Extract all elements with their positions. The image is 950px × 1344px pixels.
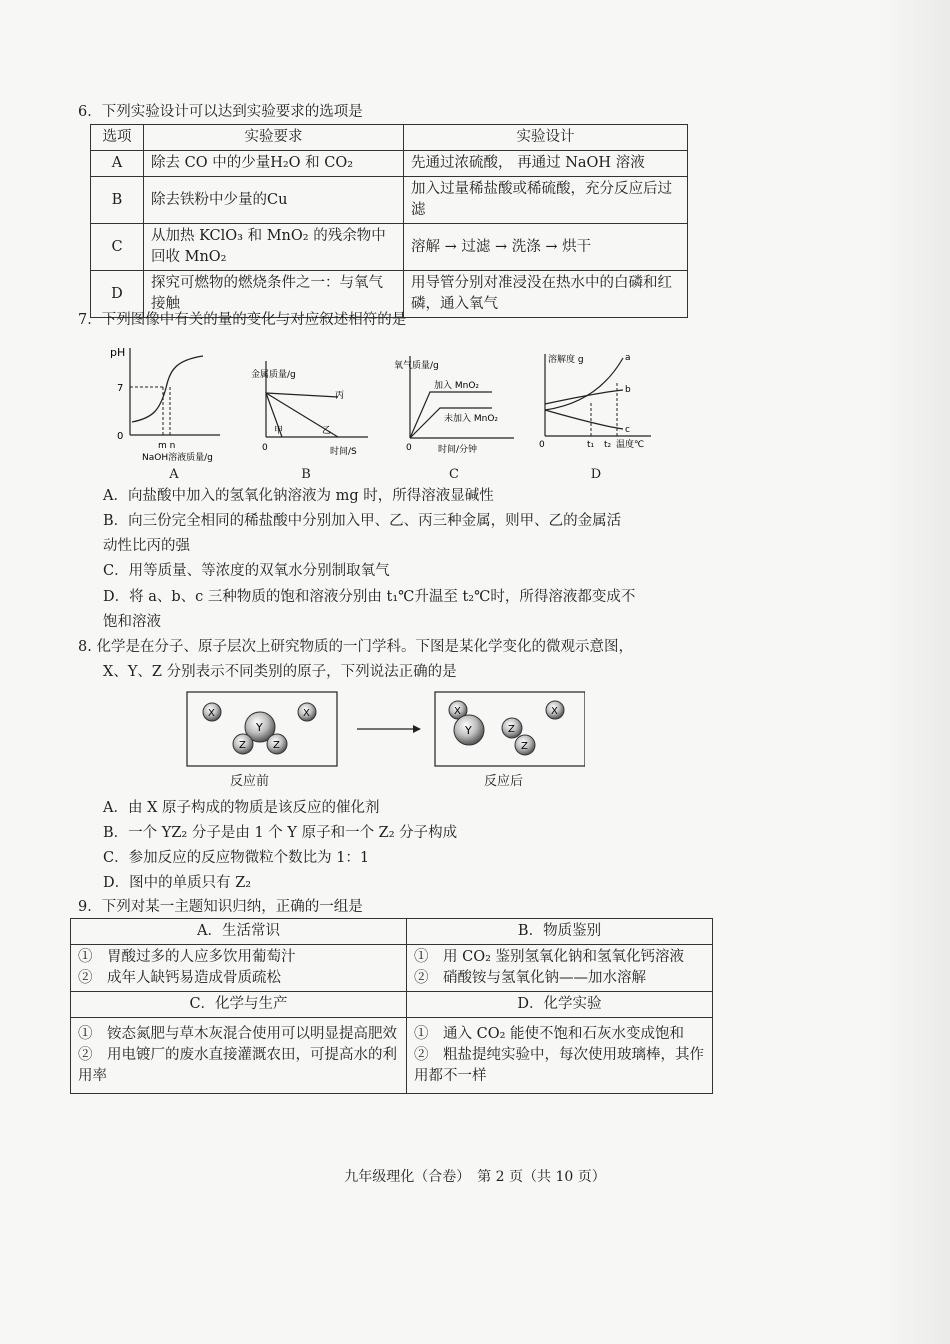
q9-d-item: ② 粗盐提纯实验中，每次使用玻璃棒，其作用都不一样 [414, 1047, 704, 1084]
atom-z-label: Z [239, 740, 246, 751]
q7-option-a: A．向盐酸中加入的氢氧化钠溶液为 mg 时，所得溶液显碱性 [103, 488, 494, 504]
q6-req: 除去铁粉中少量的Cu [144, 177, 404, 224]
graph-a-ylabel: pH [110, 346, 126, 359]
graph-a-tick7: 7 [117, 383, 124, 394]
q8-option-a: A．由 X 原子构成的物质是该反应的催化剂 [103, 800, 380, 816]
graph-c-series-without-label: 未加入 MnO₂ [444, 414, 499, 424]
q7-option-b-cont: 动性比丙的强 [103, 538, 190, 554]
graph-b-series-bing [266, 393, 338, 397]
q8-diagram [185, 690, 585, 770]
q6-req: 从加热 KClO₃ 和 MnO₂ 的残余物中回收 MnO₂ [144, 224, 404, 271]
table-row [91, 177, 688, 224]
q9-stem: 9．下列对某一主题知识归纳，正确的一组是 [78, 899, 363, 915]
graph-c-series-with-label: 加入 MnO₂ [434, 381, 480, 391]
atom-y-label: Y [256, 721, 263, 734]
atom-x-label: X [551, 706, 558, 717]
graph-d [533, 348, 663, 458]
graph-b-label-yi: 乙 [322, 426, 332, 436]
q6-option: C [91, 224, 144, 271]
q6-design: 溶解 → 过滤 → 洗涤 → 烘干 [404, 224, 688, 271]
q9-c-item: ② 用电镀厂的废水直接灌溉农田，可提高水的利用率 [78, 1047, 397, 1084]
q6-header-req: 实验要求 [144, 125, 404, 151]
graph-a-curve [132, 356, 203, 422]
q6-design: 用导管分别对准浸没在热水中的白磷和红磷，通入氧气 [404, 271, 688, 318]
graph-c-ylabel: 氧气质量/g [394, 361, 439, 371]
q6-stem: 6．下列实验设计可以达到实验要求的选项是 [78, 104, 363, 120]
graph-b-ylabel: 金属质量/g [251, 370, 296, 380]
q7-option-d: D．将 a、b、c 三种物质的饱和溶液分别由 t₁℃升温至 t₂℃时，所得溶液都变成不 [103, 589, 636, 605]
atom-x-label: X [303, 708, 310, 719]
graph-d-label-a: a [625, 353, 631, 363]
q6-header-design: 实验设计 [404, 125, 688, 151]
table-row [71, 919, 713, 945]
q9-a-title: A．生活常识 [71, 919, 407, 945]
graph-c [392, 350, 522, 460]
graph-d-xlabel: 温度℃ [616, 440, 645, 450]
graph-d-origin: 0 [539, 440, 545, 450]
q9-a-item: ① 胃酸过多的人应多饮用葡萄汁 [78, 949, 296, 965]
graph-b-xlabel: 时间/S [330, 447, 357, 457]
q6-design: 先通过浓硫酸， 再通过 NaOH 溶液 [404, 151, 688, 177]
graph-c-label: C [449, 467, 459, 482]
q9-d-cell [407, 1018, 713, 1094]
q9-d-item: ① 通入 CO₂ 能使不饱和石灰水变成饱和 [414, 1026, 685, 1042]
graph-a-xticks: m n [158, 441, 176, 451]
before-label: 反应前 [230, 774, 270, 789]
atom-x-label: X [454, 706, 461, 717]
q6-design: 加入过量稀盐酸或稀硫酸，充分反应后过滤 [404, 177, 688, 224]
q6-req: 除去 CO 中的少量H₂O 和 CO₂ [144, 151, 404, 177]
graph-d-label-c: c [625, 425, 630, 435]
q7-option-b: B．向三份完全相同的稀盐酸中分别加入甲、乙、丙三种金属，则甲、乙的金属活 [103, 513, 622, 529]
graph-a-xlabel: NaOH溶液质量/g [142, 453, 213, 463]
q8-option-c: C．参加反应的反应物微粒个数比为 1：1 [103, 850, 370, 866]
graph-a-label: A [169, 467, 179, 482]
q6-option: B [91, 177, 144, 224]
atom-x-label: X [208, 708, 215, 719]
q6-header-option: 选项 [91, 125, 144, 151]
q9-c-title: C．化学与生产 [71, 992, 407, 1018]
scan-edge-shadow [878, 0, 950, 1344]
page-footer: 九年级理化（合卷） 第 2 页（共 10 页） [344, 1169, 606, 1185]
graph-d-curve-a [545, 358, 623, 410]
q7-stem: 7．下列图像中有关的量的变化与对应叙述相符的是 [78, 312, 407, 328]
table-row [91, 224, 688, 271]
atom-z-label: Z [521, 741, 528, 752]
q9-b-item: ② 硝酸铵与氢氧化钠——加水溶解 [414, 970, 646, 986]
q7-option-d-cont: 饱和溶液 [103, 614, 161, 630]
q8-option-d: D．图中的单质只有 Z₂ [103, 875, 252, 891]
q6-req: 探究可燃物的燃烧条件之一：与氧气接触 [144, 271, 404, 318]
q7-option-c: C．用等质量、等浓度的双氧水分别制取氧气 [103, 563, 390, 579]
q8-stem-2: X、Y、Z 分别表示不同类别的原子，下列说法正确的是 [103, 664, 457, 680]
atom-z-label: Z [508, 724, 515, 735]
after-label: 反应后 [484, 774, 524, 789]
q9-c-cell [71, 1018, 407, 1094]
graph-a-tick0: 0 [117, 431, 124, 442]
q8-option-b: B．一个 YZ₂ 分子是由 1 个 Y 原子和一个 Z₂ 分子构成 [103, 825, 458, 841]
graph-d-t1: t₁ [587, 440, 595, 450]
q6-header-row [91, 125, 688, 151]
q8-stem-1: 8. 化学是在分子、原子层次上研究物质的一门学科。下图是某化学变化的微观示意图， [78, 639, 633, 655]
graph-b-label: B [301, 467, 311, 482]
q9-b-title: B．物质鉴别 [407, 919, 713, 945]
graph-b-label-jia: 甲 [274, 426, 284, 436]
q9-table [70, 918, 713, 1094]
table-row [71, 945, 713, 992]
arrow-head [413, 725, 421, 733]
q6-table [90, 124, 688, 318]
q6-option: A [91, 151, 144, 177]
q9-b-item: ① 用 CO₂ 鉴别氢氧化钠和氢氧化钙溶液 [414, 949, 685, 965]
table-row [91, 151, 688, 177]
graph-d-t2: t₂ [604, 440, 612, 450]
atom-y-label: Y [465, 724, 472, 737]
graph-a [108, 340, 243, 465]
graph-d-curve-c [545, 410, 623, 429]
graph-d-label: D [590, 467, 602, 482]
q9-a-cell [71, 945, 407, 992]
q9-b-cell [407, 945, 713, 992]
q9-a-item: ② 成年人缺钙易造成骨质疏松 [78, 970, 281, 986]
graph-b-label-bing: 丙 [335, 391, 345, 401]
graph-b [250, 355, 375, 460]
graph-d-label-b: b [625, 385, 631, 395]
q6-option: D [91, 271, 144, 318]
table-row [71, 992, 713, 1018]
graph-c-xlabel: 时间/分钟 [438, 445, 478, 455]
graph-b-origin: 0 [262, 443, 268, 453]
q9-d-title: D．化学实验 [407, 992, 713, 1018]
q9-c-item: ① 铵态氮肥与草木灰混合使用可以明显提高肥效 [78, 1026, 397, 1042]
graph-c-origin: 0 [406, 443, 412, 453]
table-row [71, 1018, 713, 1094]
atom-z-label: Z [273, 740, 280, 751]
graph-d-ylabel: 溶解度 g [548, 355, 584, 365]
